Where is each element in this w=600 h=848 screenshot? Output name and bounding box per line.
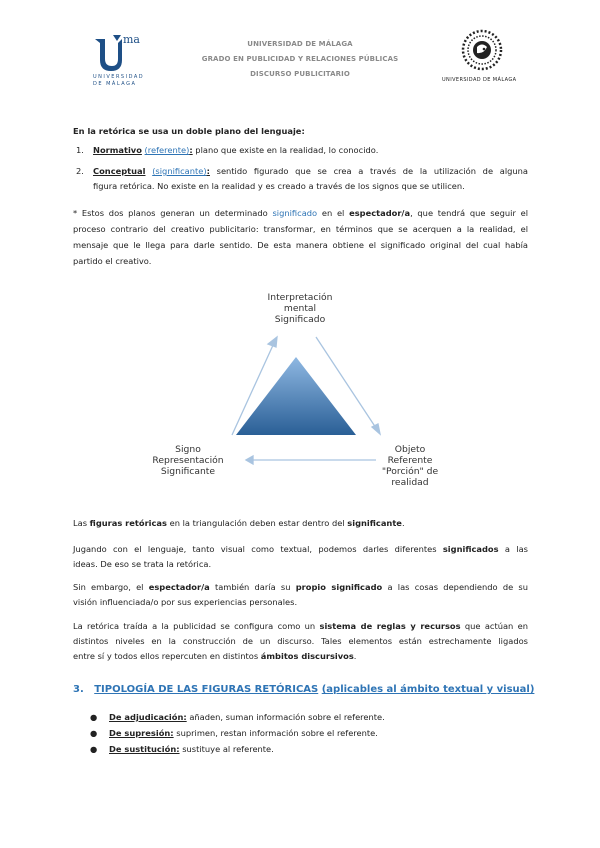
bullet-icon: ●	[90, 712, 98, 722]
vertex-top-line: mental	[283, 303, 317, 314]
p1-bold: figuras retóricas	[89, 518, 167, 528]
intro-suffix: :	[301, 126, 305, 136]
note-line-1	[73, 206, 528, 221]
note-line-4: partido el creativo.	[73, 256, 152, 266]
vertex-label-left	[138, 444, 238, 477]
list-term: Normativo	[93, 145, 142, 155]
vertex-right-line: Referente	[387, 455, 433, 466]
p2-text: a las	[498, 544, 528, 554]
bullet-text: suprimen, restan información sobre el referente.	[173, 728, 378, 738]
vertex-left-line: Significante	[160, 466, 216, 477]
uma-logo	[93, 33, 153, 93]
vertex-label-right	[360, 444, 460, 488]
list-item	[76, 164, 528, 179]
p4-text: que actúan en	[460, 621, 528, 631]
list-text: plano que existe en la realidad, lo conocido.	[192, 145, 379, 155]
list-number: 2.	[76, 166, 84, 176]
note-line-2: proceso contrario del creativo publicitario: transformar, en términos que se acerquen a la realidad, el	[73, 224, 528, 234]
p4-text: .	[353, 651, 357, 661]
paragraph-2-line-1	[73, 542, 528, 557]
p2-bold: significados	[442, 544, 499, 554]
p3-text: Sin embargo, el	[73, 582, 149, 592]
p4-bold: ámbitos discursivos	[260, 651, 354, 661]
section-subtitle: (aplicables al ámbito textual y visual)	[321, 684, 535, 695]
p1-bold: significante	[347, 518, 402, 528]
vertex-top-line: Significado	[274, 314, 326, 325]
list-term: Conceptual	[93, 166, 146, 176]
vertex-left-line: Signo	[175, 444, 201, 455]
intro-prefix: En la retórica se usa un	[73, 126, 187, 136]
bullet-text: sustituye al referente.	[179, 744, 274, 754]
intro-bold: doble plano del lenguaje	[186, 126, 302, 136]
paragraph-3-line-1	[73, 580, 528, 595]
note-highlight: significado	[272, 208, 318, 218]
vertex-right-line: realidad	[391, 477, 429, 488]
p1-text: en la triangulación deben estar dentro del	[166, 518, 348, 528]
header-course: DISCURSO PUBLICITARIO	[250, 70, 350, 78]
section-title: TIPOLOGÍA DE LAS FIGURAS RETÓRICAS	[94, 684, 319, 695]
p4-text: La retórica traída a la publicidad se configura como un	[73, 621, 320, 631]
section-heading	[73, 684, 534, 695]
bullet-text: añaden, suman información sobre el referente.	[186, 712, 385, 722]
paragraph-4-line-3	[73, 649, 528, 664]
paragraph-2-line-2: ideas. De eso se trata la retórica.	[73, 559, 212, 569]
list-number: 1.	[76, 145, 84, 155]
list-paren: (significante)	[152, 166, 207, 176]
vertex-left-line: Representación	[152, 455, 224, 466]
arrowhead-left-up	[268, 337, 277, 347]
p4-text: entre sí y todos ellos repercuten en distintos	[73, 651, 261, 661]
vertex-label-top	[250, 292, 350, 325]
header-university: UNIVERSIDAD DE MÁLAGA	[247, 40, 353, 48]
vertex-right-line: Objeto	[394, 444, 426, 455]
note-line-3: mensaje que le llega para darle sentido. De esta manera obtiene el significado original del cual había	[73, 240, 528, 250]
triangle-shape	[236, 357, 356, 435]
header-degree: GRADO EN PUBLICIDAD Y RELACIONES PÚBLICAS	[201, 55, 399, 63]
p3-text: a las cosas dependiendo de su	[382, 582, 529, 592]
seal-logo-text: UNIVERSIDAD DE MÁLAGA	[442, 77, 517, 83]
vertex-right-line: "Porción" de	[381, 466, 439, 477]
uma-logo-text: UNIVERSIDAD DE MÁLAGA	[93, 74, 145, 87]
uma-logo-mark-icon	[93, 33, 123, 73]
note-text: en el	[317, 208, 350, 218]
arrowhead-bottom-left	[246, 456, 253, 464]
p2-text: Jugando con el lenguaje, tanto visual como textual, podemos darles diferentes	[73, 544, 443, 554]
uma-logo-mark: ma	[123, 33, 140, 46]
list-item-line2: figura retórica. No existe en la realidad y es creado a través de los signos que se utilicen.	[93, 181, 465, 191]
p1-text: .	[401, 518, 405, 528]
p3-text: también daría su	[209, 582, 296, 592]
paragraph-4-line-2: distintos niveles en la construcción de un discurso. Tales elementos están estrechamente ligados	[73, 636, 528, 646]
paragraph-3-line-2: visión influenciada/o por sus experiencias personales.	[73, 597, 298, 607]
list-sep: :	[206, 166, 210, 176]
p3-bold: espectador/a	[148, 582, 210, 592]
list-paren: (referente)	[144, 145, 190, 155]
uma-seal-logo	[442, 28, 522, 88]
list-sep: :	[189, 145, 193, 155]
paragraph-4-line-1	[73, 619, 528, 634]
intro-line	[73, 124, 305, 139]
p1-text: Las	[73, 518, 90, 528]
list-text: sentido figurado que se crea a través de la utilización de alguna	[209, 166, 528, 176]
vertex-top-line: Interpretación	[267, 292, 333, 303]
bullet-icon: ●	[90, 728, 98, 738]
p3-bold: propio significado	[295, 582, 383, 592]
section-number: 3.	[73, 684, 84, 695]
paragraph-1	[73, 516, 528, 531]
bullet-term: De adjudicación:	[109, 712, 187, 722]
bullet-term: De supresión:	[109, 728, 174, 738]
arrowhead-right-down	[372, 424, 380, 434]
seal-icon	[442, 28, 522, 76]
p4-bold: sistema de reglas y recursos	[319, 621, 461, 631]
note-text: , que tendrá que seguir el	[410, 208, 529, 218]
list-item	[76, 143, 528, 158]
bullet-term: De sustitución:	[109, 744, 180, 754]
note-bold: espectador/a	[349, 208, 411, 218]
bullet-icon: ●	[90, 744, 98, 754]
note-text: * Estos dos planos generan un determinado	[73, 208, 273, 218]
